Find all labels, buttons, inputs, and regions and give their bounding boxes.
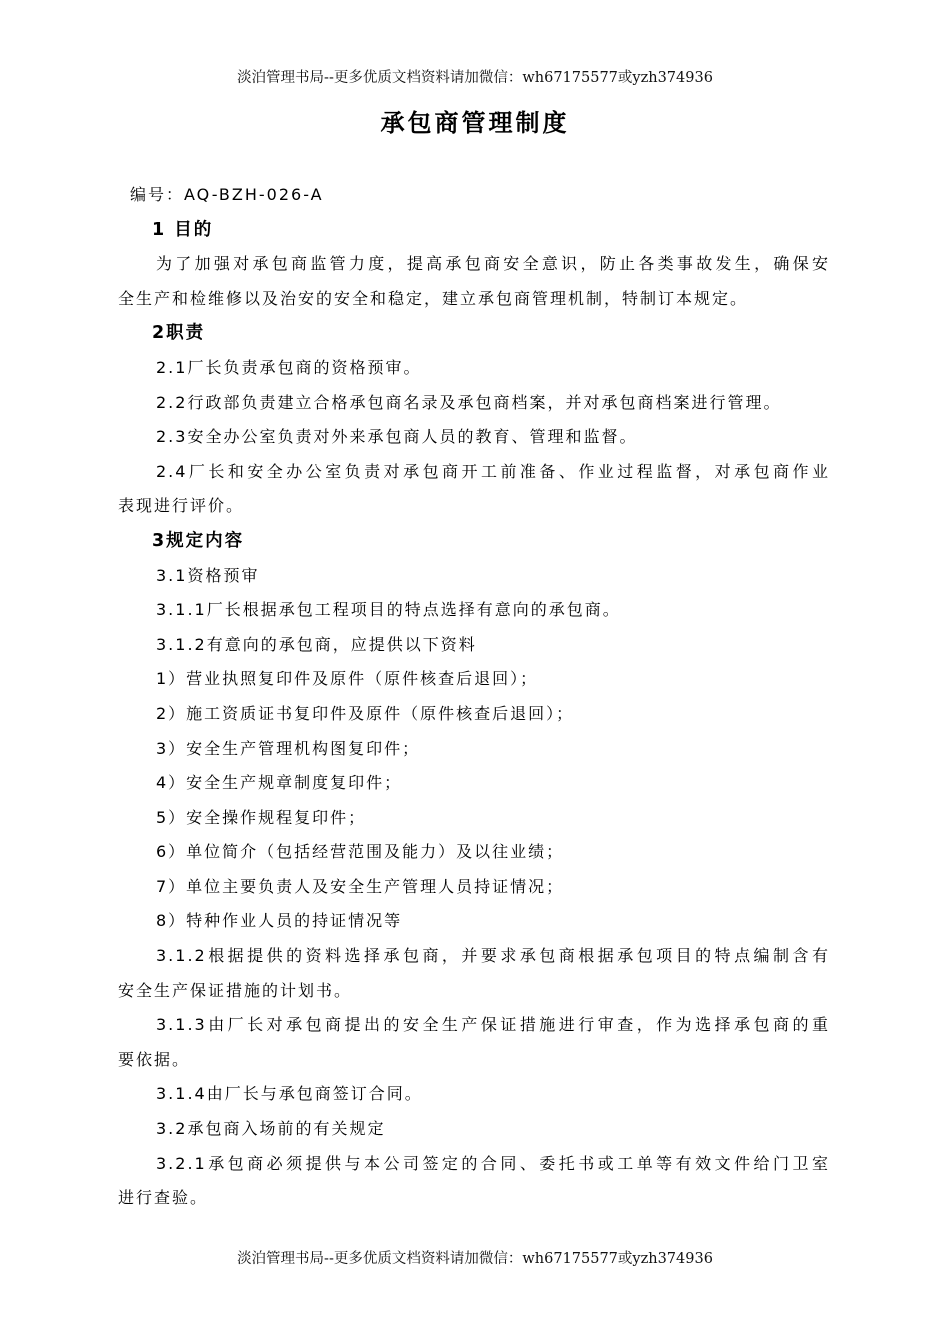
paragraph-line: 2.2行政部负责建立合格承包商名录及承包商档案，并对承包商档案进行管理。: [156, 392, 782, 412]
list-item: 5）安全操作规程复印件；: [156, 807, 367, 827]
paragraph-line: 进行查验。: [118, 1188, 209, 1208]
list-item: 3）安全生产管理机构图复印件；: [156, 738, 421, 758]
section-heading-duties: 2职责: [152, 323, 206, 344]
list-item: 8）特种作业人员的持证情况等: [156, 911, 403, 931]
paragraph-line: 3.1.2根据提供的资料选择承包商，并要求承包商根据承包项目的特点编制含有: [156, 946, 830, 966]
page-header: 淡泊管理书局--更多优质文档资料请加微信：wh67175577或yzh374936: [237, 70, 713, 86]
list-item: 4）安全生产规章制度复印件；: [156, 773, 403, 793]
document-number: 编号：AQ-BZH-026-A: [130, 185, 324, 204]
document-body: [118, 178, 830, 1216]
page-footer: 淡泊管理书局--更多优质文档资料请加微信：wh67175577或yzh374936: [237, 1251, 713, 1267]
paragraph-line: 3.2承包商入场前的有关规定: [156, 1119, 386, 1139]
list-item: 7）单位主要负责人及安全生产管理人员持证情况；: [156, 876, 565, 896]
paragraph-line: 要依据。: [118, 1049, 191, 1069]
paragraph-line: 3.1.1厂长根据承包工程项目的特点选择有意向的承包商。: [156, 600, 621, 620]
section-heading-purpose: 1 目的: [152, 219, 214, 240]
paragraph-line: 表现进行评价。: [118, 496, 245, 516]
section-heading-provisions: 3规定内容: [152, 530, 245, 551]
list-item: 2）施工资质证书复印件及原件（原件核查后退回）；: [156, 703, 575, 723]
paragraph-line: 3.1资格预审: [156, 565, 260, 585]
paragraph-line: 3.1.2有意向的承包商，应提供以下资料: [156, 634, 477, 654]
paragraph-line: 安全生产保证措施的计划书。: [118, 980, 353, 1000]
paragraph-line: 3.2.1承包商必须提供与本公司签定的合同、委托书或工单等有效文件给门卫室: [156, 1153, 830, 1173]
paragraph-line: 3.1.4由厂长与承包商签订合同。: [156, 1084, 423, 1104]
paragraph-line: 2.3安全办公室负责对外来承包商人员的教育、管理和监督。: [156, 427, 638, 447]
list-item: 1）营业执照复印件及原件（原件核查后退回）；: [156, 669, 539, 689]
list-item: 6）单位简介（包括经营范围及能力）及以往业绩；: [156, 842, 565, 862]
document-title: 承包商管理制度: [380, 109, 570, 137]
paragraph-line: 3.1.3由厂长对承包商提出的安全生产保证措施进行审查，作为选择承包商的重: [156, 1015, 830, 1035]
paragraph-line: 2.4厂长和安全办公室负责对承包商开工前准备、作业过程监督，对承包商作业: [156, 461, 830, 481]
paragraph-line: 为了加强对承包商监管力度，提高承包商安全意识，防止各类事故发生，确保安: [156, 254, 830, 274]
paragraph-line: 全生产和检维修以及治安的安全和稳定，建立承包商管理机制，特制订本规定。: [118, 288, 749, 308]
paragraph-line: 2.1厂长负责承包商的资格预审。: [156, 357, 422, 377]
